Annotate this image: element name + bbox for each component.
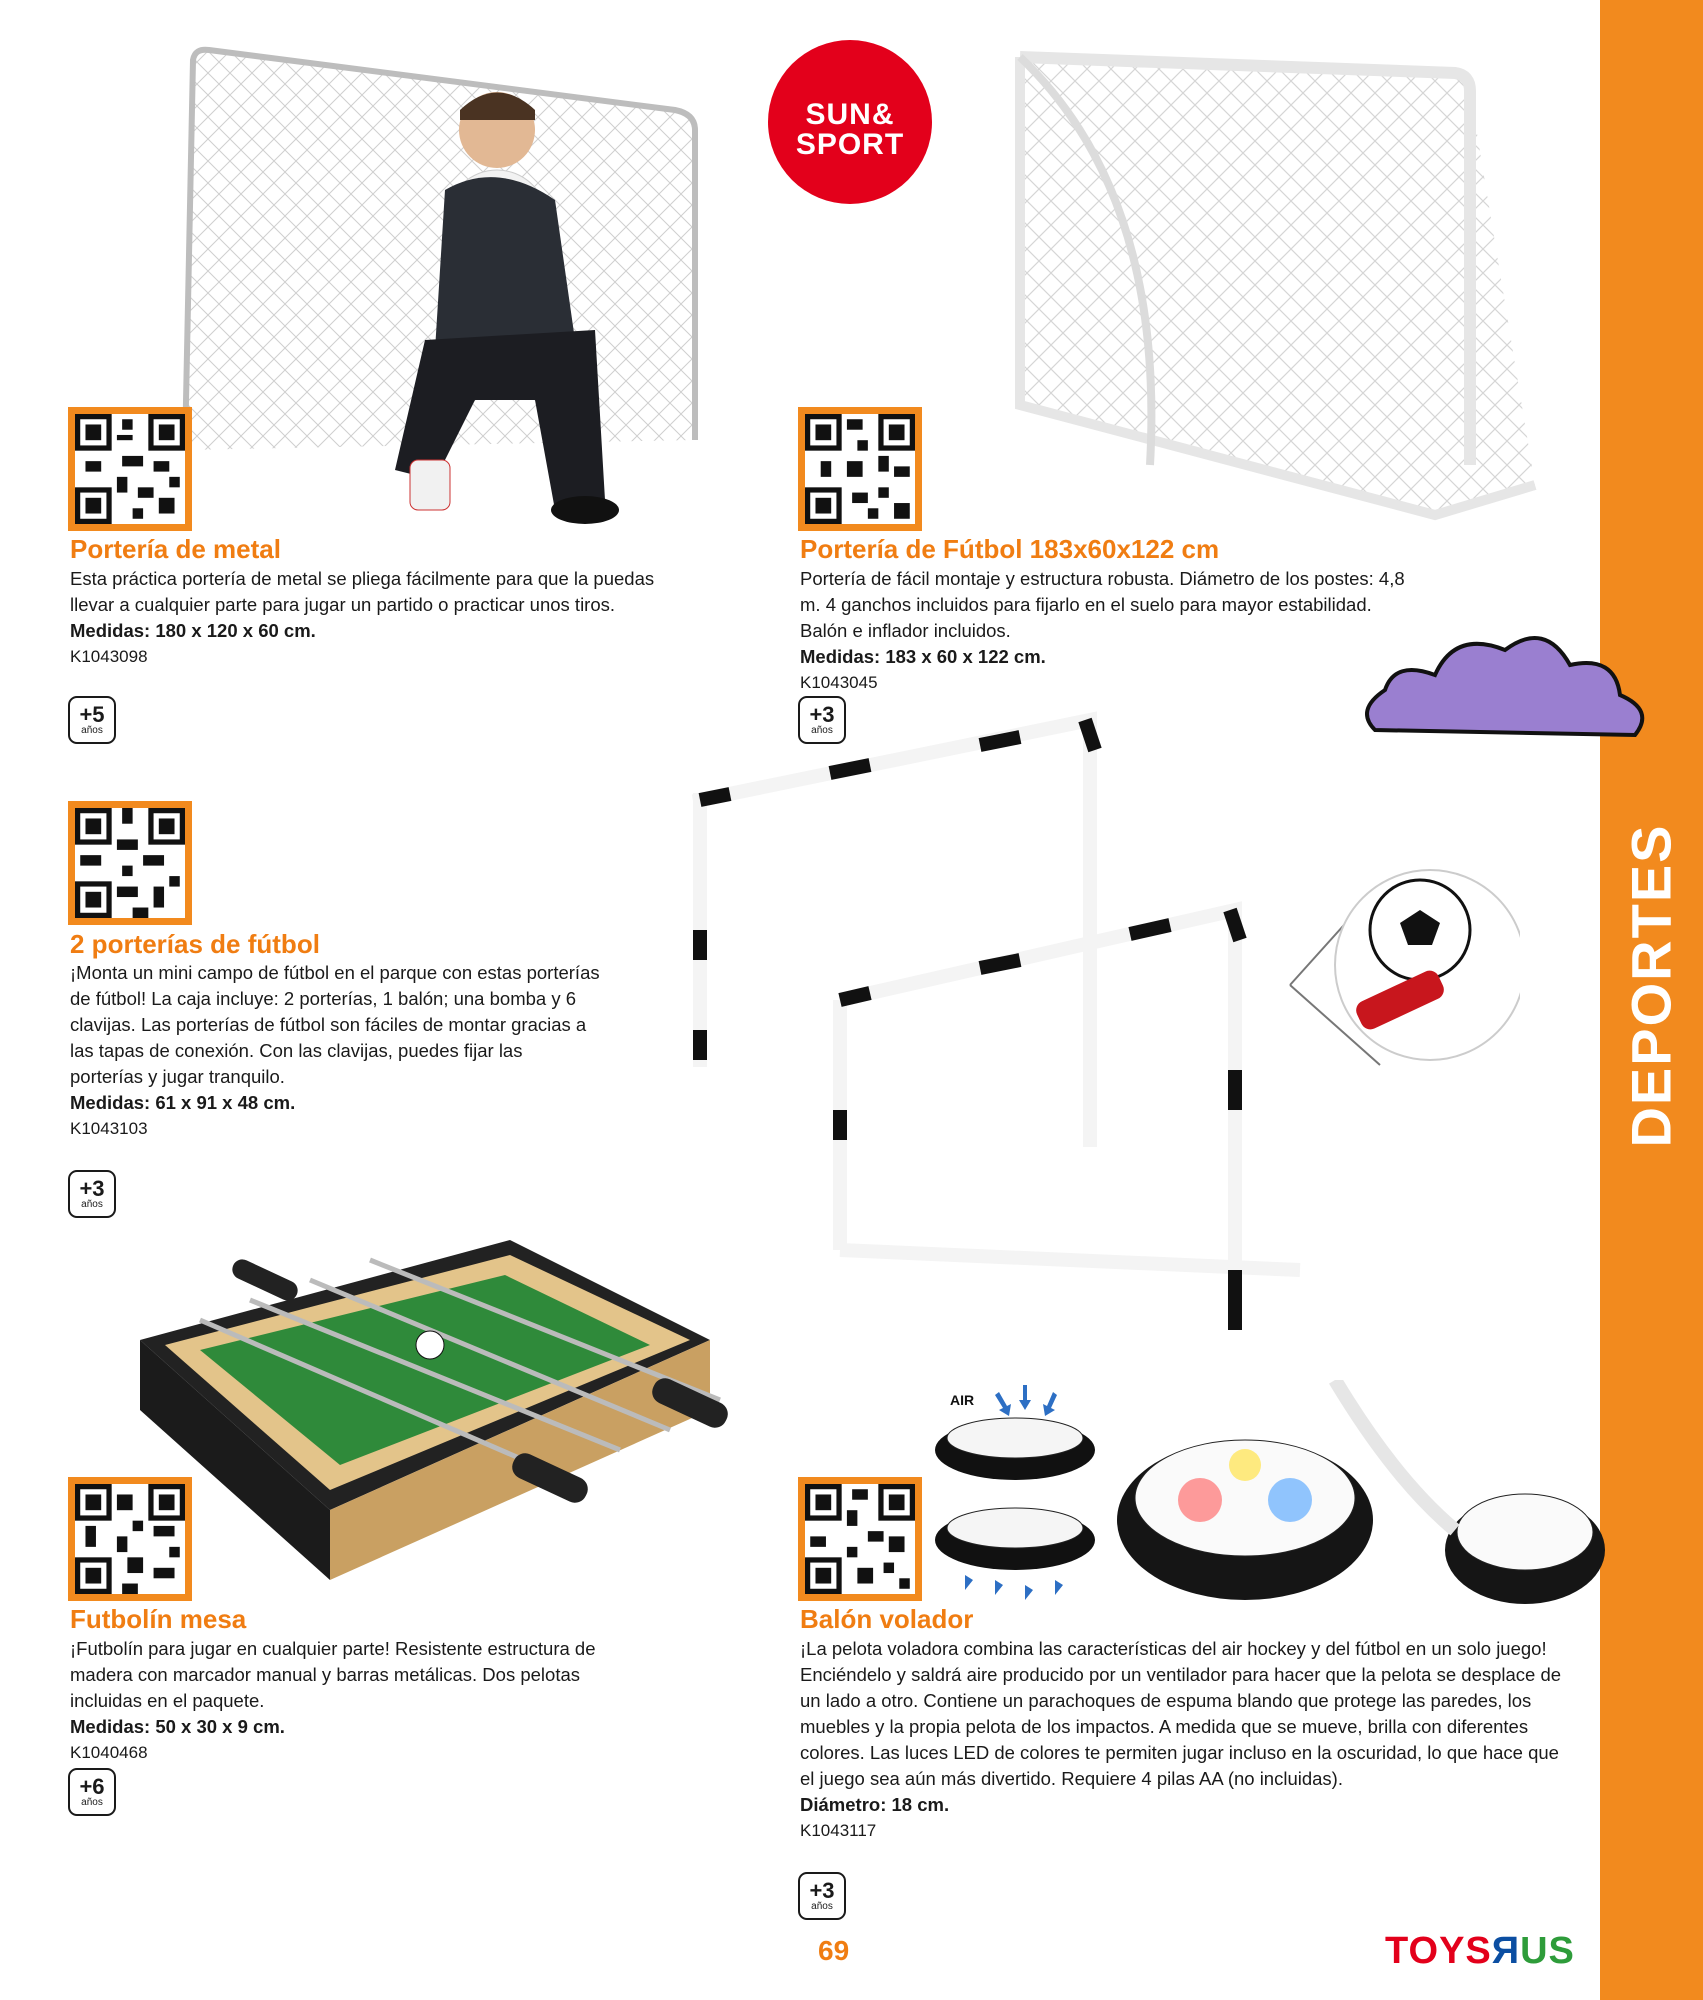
qr-code-icon	[75, 414, 185, 524]
product-description-block	[70, 566, 670, 670]
sun-sport-logo	[768, 40, 932, 204]
product-description: Esta práctica portería de metal se pliega fácilmente para que la puedas llevar a cualquier parte para jugar un partido o practicar unos tiros.	[70, 568, 655, 615]
product-description-block	[800, 1636, 1565, 1844]
product-sku: K1043098	[70, 647, 148, 666]
product-title: Portería de metal	[70, 534, 281, 564]
product-sku: K1043045	[800, 673, 878, 692]
brand-logo-line1: SUN&	[805, 98, 895, 131]
product-measures: Medidas: 183 x 60 x 122 cm.	[800, 646, 1046, 667]
product-description-block	[70, 960, 600, 1142]
ball-pump-inset	[1280, 865, 1520, 1080]
age-badge	[798, 1872, 846, 1920]
product-measures: Diámetro: 18 cm.	[800, 1794, 950, 1815]
toysrus-logo-part3: US	[1520, 1930, 1575, 1972]
age-badge-unit: años	[81, 1198, 103, 1210]
product-measures: Medidas: 180 x 120 x 60 cm.	[70, 620, 316, 641]
age-badge-unit: años	[81, 1796, 103, 1808]
age-badge-number: +3	[79, 1175, 105, 1201]
qr-code-icon	[805, 414, 915, 524]
age-badge-number: +6	[79, 1773, 105, 1799]
product-description: ¡Monta un mini campo de fútbol en el parque con estas porterías de fútbol! La caja incluye: 2 porterías, 1 balón; una bomba y 6 clavijas. Las porterías de fútbol son fáciles de montar gracias a las tapas de conexión. Con las clavijas, puedes fijar las porterías y jugar tranquilo.	[70, 962, 600, 1087]
qr-code-icon	[75, 1484, 185, 1594]
age-badge-unit: años	[811, 724, 833, 736]
metal-goal-image	[175, 40, 715, 540]
hover-ball-image	[935, 1380, 1605, 1680]
age-badge	[68, 1768, 116, 1816]
age-badge	[68, 1170, 116, 1218]
qr-code-icon	[75, 808, 185, 918]
two-goals-image	[680, 710, 1320, 1350]
toysrus-logo-part1: TOYS	[1385, 1930, 1492, 1972]
age-badge-unit: años	[81, 724, 103, 736]
toysrus-logo-part2: Я	[1491, 1930, 1521, 1972]
foosball-table-image	[130, 1230, 760, 1610]
qr-code-two-goals[interactable]	[68, 801, 192, 925]
football-goal-image	[1015, 45, 1570, 535]
section-label-text: DEPORTES	[1620, 822, 1683, 1148]
product-title: 2 porterías de fútbol	[70, 929, 320, 959]
product-description: Portería de fácil montaje y estructura robusta. Diámetro de los postes: 4,8 m. 4 ganchos incluidos para fijarlo en el suelo para mayor estabilidad. Balón e inflador incluidos.	[800, 568, 1405, 641]
product-description-block	[800, 566, 1410, 696]
toysrus-logo	[1385, 1930, 1575, 1973]
section-label	[1600, 820, 1703, 1150]
age-badge	[68, 696, 116, 744]
product-title: Portería de Fútbol 183x60x122 cm	[800, 534, 1220, 564]
brand-logo-line2: SPORT	[795, 128, 905, 161]
age-badge-number: +5	[79, 701, 105, 727]
qr-code-foosball[interactable]	[68, 1477, 192, 1601]
page-number: 69	[818, 1935, 850, 1966]
product-title: Balón volador	[800, 1604, 974, 1634]
product-sku: K1040468	[70, 1743, 148, 1762]
product-description-block	[70, 1636, 630, 1766]
qr-code-football-goal[interactable]	[798, 407, 922, 531]
qr-code-metal-goal[interactable]	[68, 407, 192, 531]
age-badge	[798, 696, 846, 744]
qr-code-icon	[805, 1484, 915, 1594]
product-sku: K1043103	[70, 1119, 148, 1138]
qr-code-hover-ball[interactable]	[798, 1477, 922, 1601]
product-description: ¡Futbolín para jugar en cualquier parte! Resistente estructura de madera con marcador manual y barras metálicas. Dos pelotas incluidas en el paquete.	[70, 1638, 596, 1711]
product-sku: K1043117	[800, 1821, 877, 1840]
age-badge-number: +3	[809, 701, 835, 727]
product-measures: Medidas: 50 x 30 x 9 cm.	[70, 1716, 285, 1737]
age-badge-unit: años	[811, 1900, 833, 1912]
age-badge-number: +3	[809, 1877, 835, 1903]
product-measures: Medidas: 61 x 91 x 48 cm.	[70, 1092, 296, 1113]
product-title: Futbolín mesa	[70, 1604, 247, 1634]
product-description: ¡La pelota voladora combina las características del air hockey y del fútbol en un solo juego! Enciéndelo y saldrá aire producido por un ventilador para hacer que la pelota se desplace de un lado a otro. Contiene un parachoques de espuma blando que protege las paredes, los muebles y la propia pelota de los impactos. A medida que se mueve, brilla con diferentes colores. Las luces LED de colores te permiten jugar incluso en la oscuridad, lo que hace que el juego sea aún más divertido. Requiere 4 pilas AA (no incluidas).	[800, 1638, 1562, 1789]
air-label: AIR	[950, 1392, 975, 1408]
